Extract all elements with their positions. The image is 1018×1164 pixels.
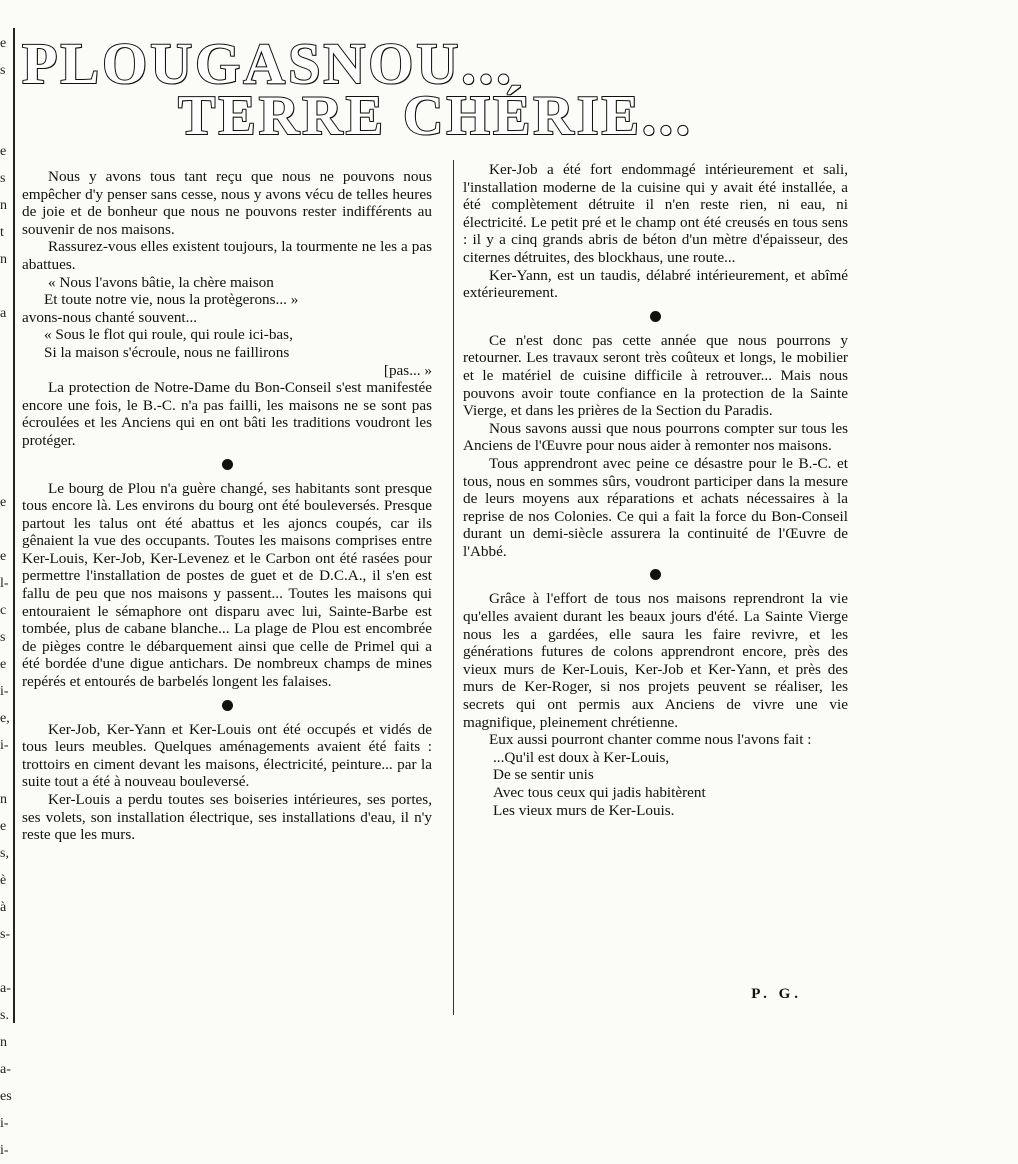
edge-fragment <box>0 462 12 489</box>
edge-fragment: c <box>0 603 7 618</box>
edge-fragment: e <box>0 144 7 159</box>
edge-fragment <box>0 354 12 381</box>
paragraph: Ker-Yann, est un taudis, délabré intérieurement, et abîmé extérieurement. <box>463 266 848 302</box>
edge-fragment: i- <box>0 738 9 753</box>
edge-fragment: e <box>0 657 7 672</box>
adjacent-column-fragment <box>0 30 12 1158</box>
edge-fragment: n <box>0 198 7 213</box>
edge-fragment: i- <box>0 684 9 699</box>
left-column-rule <box>13 28 15 1023</box>
edge-fragment: e <box>0 819 7 834</box>
edge-fragment <box>0 273 12 300</box>
headline-line-1: PLOUGASNOU... <box>22 31 514 96</box>
paragraph: Tous apprendront avec peine ce désastre pour le B.-C. et tous, nous en sommes sûrs, voudront participer dans la mesure de leurs moyens aux réparations et achats nécessaires à la reprise de nos Colonies. Ce qui a fait la force du Bon-Conseil durant un demi-siècle assurera la continuité de l'Œuvre de l'Abbé. <box>463 454 848 560</box>
edge-fragment: s, <box>0 846 9 861</box>
verse-line: [pas... » <box>383 361 432 379</box>
edge-fragment: s. <box>0 1008 9 1023</box>
edge-fragment: i- <box>0 1143 9 1158</box>
edge-fragment <box>0 948 12 975</box>
edge-fragment: a <box>0 306 7 321</box>
paragraph: Ker-Job, Ker-Yann et Ker-Louis ont été occupés et vidés de tous leurs meubles. Quelques aménagements avaient été faits : trottoirs en ciment devant les maisons, électricité, peinture... par la suite tout a été à nouveau bouleversé. <box>22 720 432 791</box>
edge-fragment <box>0 435 12 462</box>
section-bullet <box>650 311 661 322</box>
article-column-2 <box>463 161 848 819</box>
edge-fragment: e <box>0 495 7 510</box>
verse-line: Et toute notre vie, nous la protègerons... » <box>44 291 299 309</box>
edge-fragment: e <box>0 549 7 564</box>
edge-fragment <box>0 327 12 354</box>
edge-fragment: a- <box>0 1062 11 1077</box>
edge-fragment: i- <box>0 1116 9 1131</box>
edge-fragment: è <box>0 873 7 888</box>
edge-fragment: à <box>0 900 7 915</box>
section-bullet <box>650 569 661 580</box>
column-divider <box>453 160 454 1015</box>
paragraph: La protection de Notre-Dame du Bon-Conseil s'est manifestée encore une fois, le B.-C. n'a pas failli, les maisons ne se sont pas écroulées et les Anciens qui en ont bâti les traditions voudront les protéger. <box>22 379 432 449</box>
edge-fragment <box>0 408 12 435</box>
paragraph: Le bourg de Plou n'a guère changé, ses habitants sont presque tous encore là. Les environs du bourg ont été bouleversés. Presque partout les talus ont été abattus et les ajoncs coupés, car ils gênaient la vue des occupants. Toutes les maisons comprises entre Ker-Louis, Ker-Job, Ker-Levenez et le Carbon ont été rasées pour permettre l'installation de postes de guet et de D.C.A., il s'en est fallu de peu que nos maisons y passent... Toutes les maisons qui entouraient le sémaphore ont disparu avec lui, Sainte-Barbe est tombée, plus de cabane blanche... La plage de Plou est encombrée de pièges contre le débarquement ainsi que celle de Primel qui a été bordée d'une digue antichars. De nombreux champs de mines repérés et entourés de barbelés longent les falaises. <box>22 479 432 691</box>
edge-fragment: a- <box>0 981 11 996</box>
paragraph: Eux aussi pourront chanter comme nous l'avons fait : <box>489 731 812 749</box>
edge-fragment <box>0 759 12 786</box>
edge-fragment: n <box>0 252 7 267</box>
verse-line: « Sous le flot qui roule, qui roule ici-bas, <box>44 326 293 344</box>
edge-fragment: s <box>0 171 6 186</box>
paragraph: Nous y avons tous tant reçu que nous ne pouvons nous empêcher d'y penser sans cesse, nous y avons vécu de telles heures de joie et de bonheur que nous ne pouvons rester indifférents au souvenir de nos maisons. <box>22 168 432 238</box>
paragraph: Grâce à l'effort de tous nos maisons reprendront la vie qu'elles avaient durant les beaux jours d'été. La Sainte Vierge nous les a gardées, elle saura les faire revivre, et les générations futures de colons apprendront encore, près des vieux murs de Ker-Louis, Ker-Job et Ker-Yann, et près des murs de Ker-Roger, si nos projets peuvent se réaliser, les secrets qui ont permis aux Anciens de vivre une vie magnifique, pleinement chrétienne. <box>463 590 848 731</box>
article-column-1 <box>22 168 432 844</box>
edge-fragment: s <box>0 630 6 645</box>
paragraph: Nous savons aussi que nous pourrons compter sur tous les Anciens de l'Œuvre pour nous aider à remonter nos maisons. <box>463 419 848 455</box>
paragraph: Rassurez-vous elles existent toujours, la tourmente ne les a pas abattues. <box>22 238 432 273</box>
author-signature: P. G. <box>751 986 802 1002</box>
edge-fragment <box>0 516 12 543</box>
verse-line: ...Qu'il est doux à Ker-Louis, <box>493 748 670 766</box>
verse-line: Les vieux murs de Ker-Louis. <box>493 801 675 819</box>
edge-fragment: n <box>0 792 7 807</box>
verse-line: avons-nous chanté souvent... <box>22 308 198 326</box>
edge-fragment <box>0 381 12 408</box>
edge-fragment: es <box>0 1089 12 1104</box>
paragraph: « Nous l'avons bâtie, la chère maison <box>48 273 274 291</box>
section-bullet <box>222 459 233 470</box>
edge-fragment: l- <box>0 576 9 591</box>
headline-line-2: TERRE CHÉRIE... <box>178 85 693 147</box>
edge-fragment: s- <box>0 927 11 942</box>
verse-line: Si la maison s'écroule, nous ne faillirons <box>44 343 290 361</box>
edge-fragment: e <box>0 36 7 51</box>
paragraph: Ker-Job a été fort endommagé intérieurement et sali, l'installation moderne de la cuisine qui y avait été installée, a été complètement détruite il n'en reste rien, ni eau, ni électricité. Le petit pré et le champ ont été creusés en tous sens : il y a cinq grands abris de béton d'un mètre d'épaisseur, des citernes détruites, des blockhaus, une route... <box>463 161 848 266</box>
edge-fragment: e, <box>0 711 10 726</box>
edge-fragment: s <box>0 63 6 78</box>
verse-line: Avec tous ceux qui jadis habitèrent <box>493 784 706 801</box>
paragraph: Ce n'est donc pas cette année que nous pourrons y retourner. Les travaux seront très coûteux et longs, le mobilier et le matériel de cuisine difficile à retrouver... Mais nous pouvons avoir toute confiance en la protection de la Sainte Vierge, et dans les prières de la Section du Paradis. <box>463 331 848 420</box>
edge-fragment <box>0 84 12 111</box>
verse-line: De se sentir unis <box>493 766 594 784</box>
edge-fragment <box>0 111 12 138</box>
edge-fragment: n <box>0 1035 7 1050</box>
edge-fragment: t <box>0 225 4 240</box>
section-bullet <box>222 700 233 711</box>
paragraph: Ker-Louis a perdu toutes ses boiseries intérieures, ses portes, ses volets, son installation électrique, ses installations d'eau, il n'y reste que les murs. <box>22 791 432 844</box>
